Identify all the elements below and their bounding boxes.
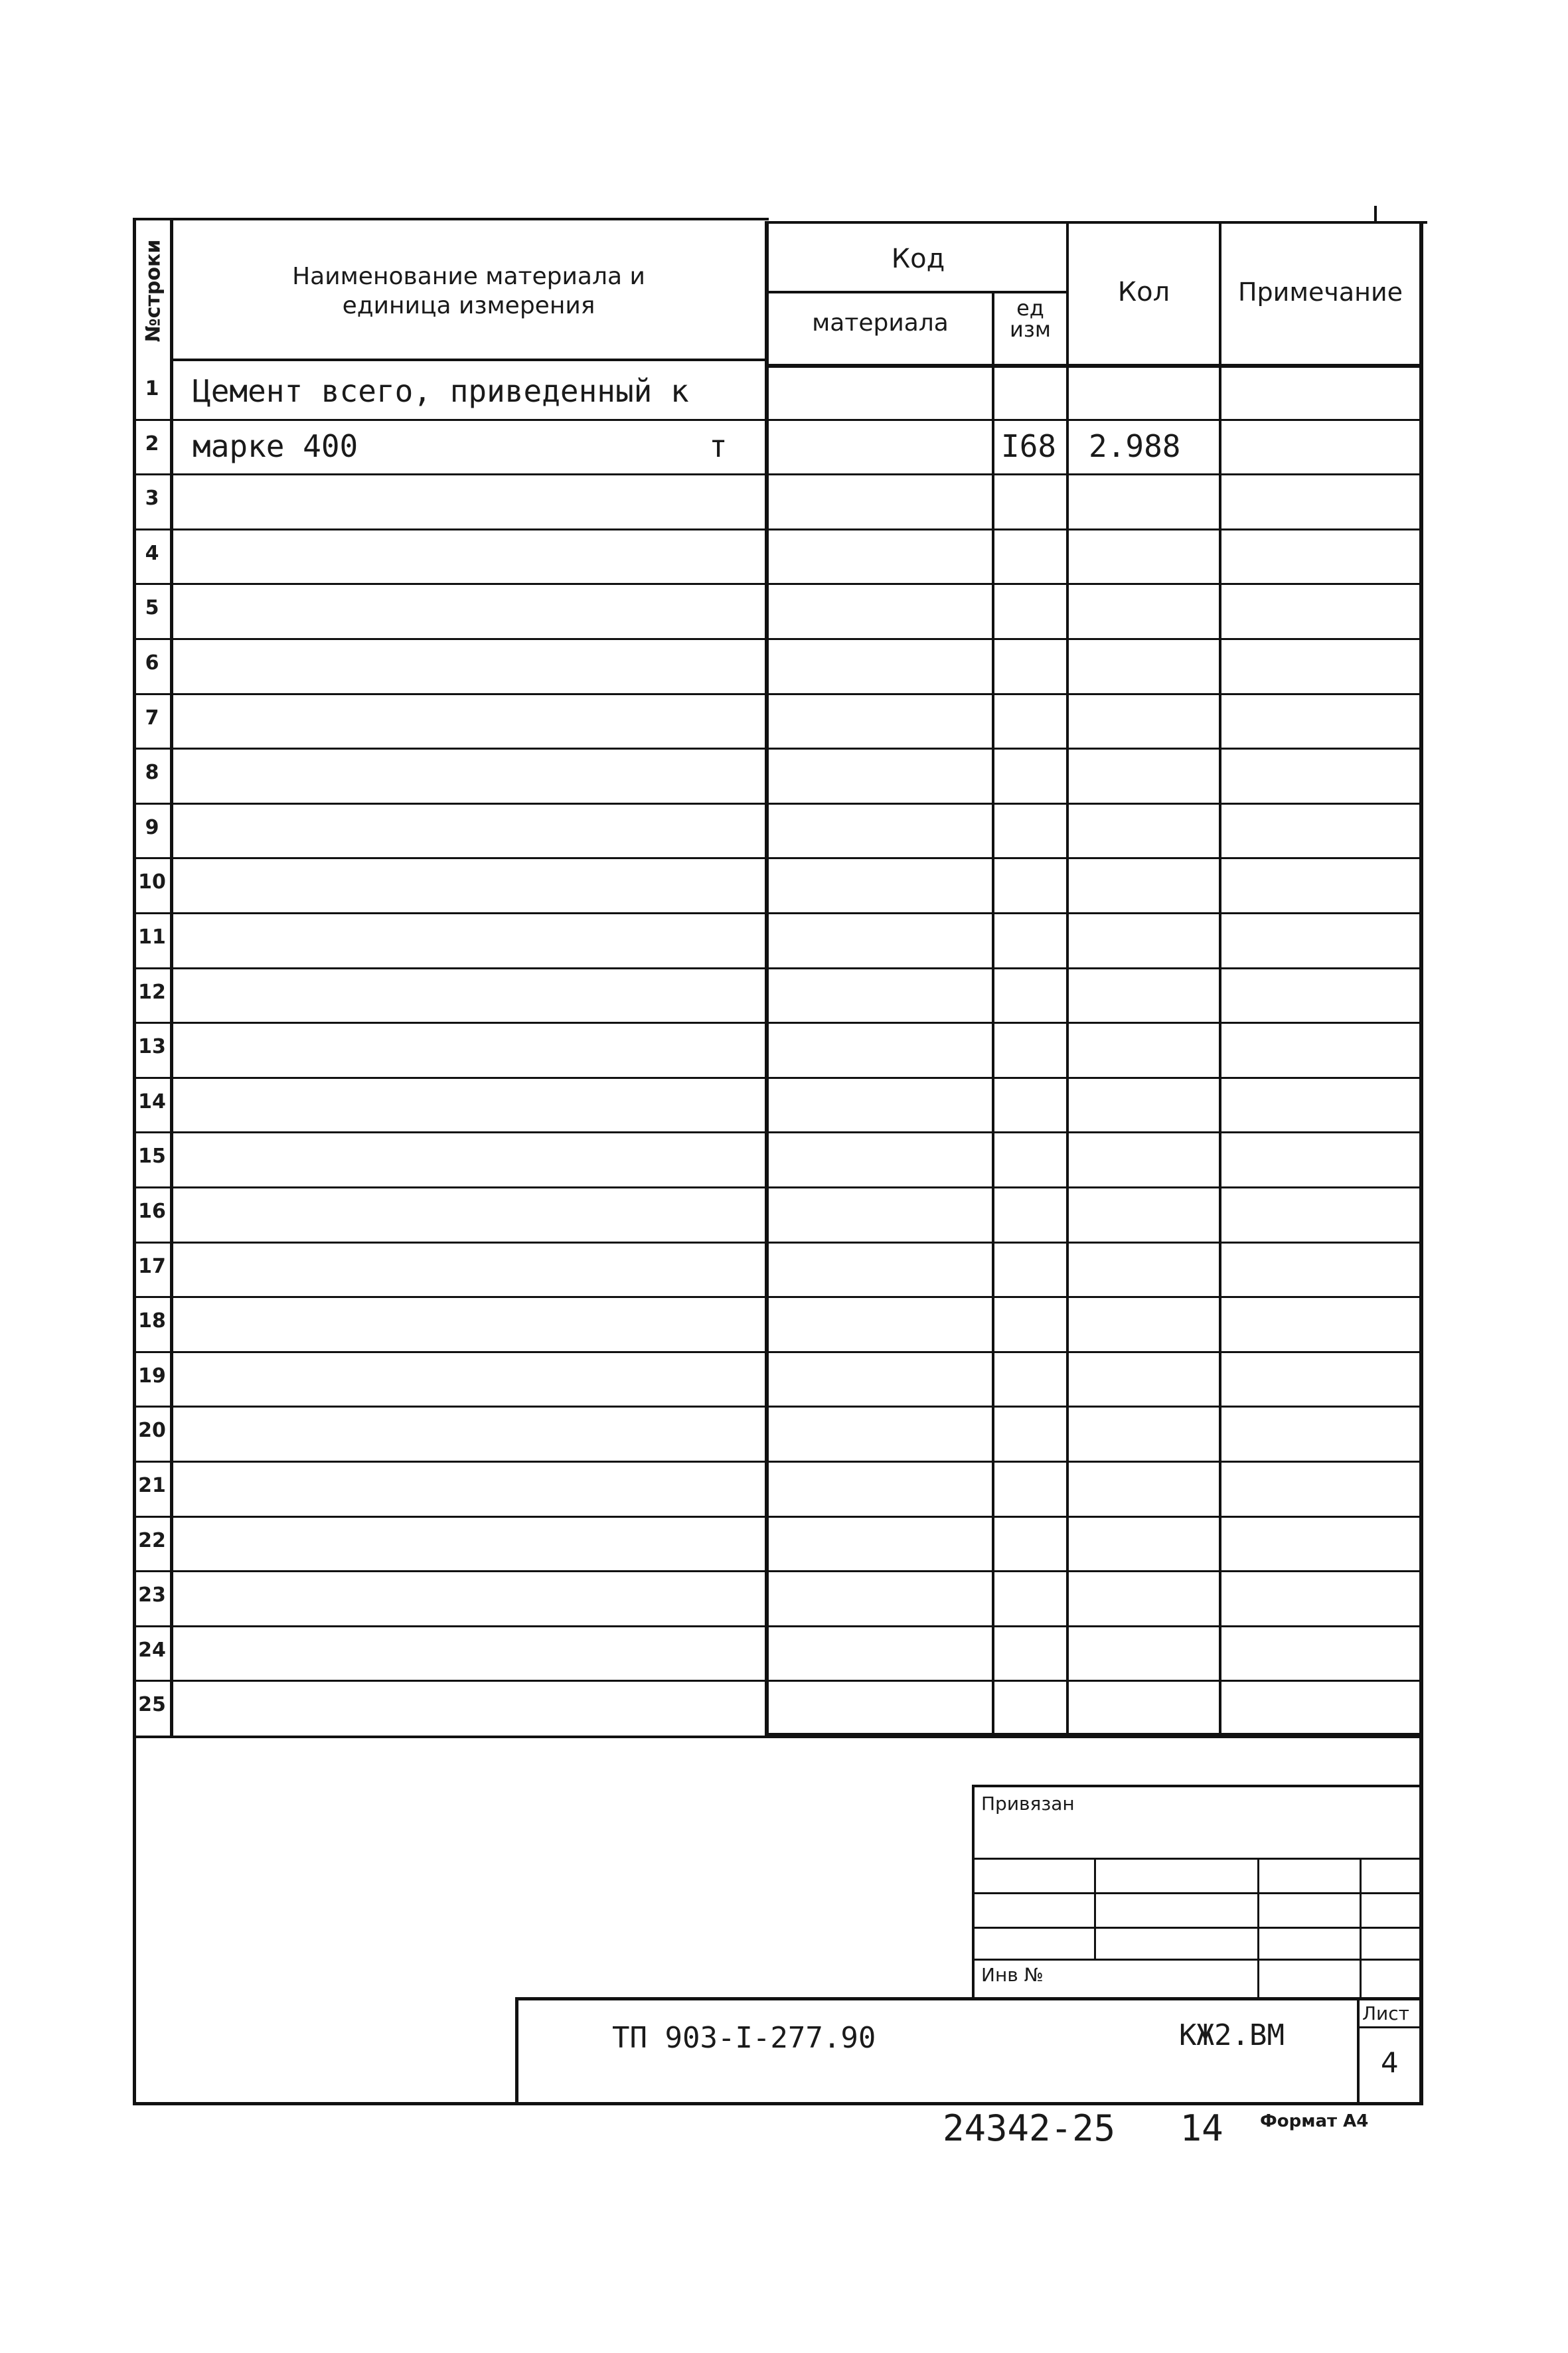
row-number: 7 [145, 706, 159, 730]
note-header: Примечание [1237, 278, 1403, 307]
table-row [0, 1186, 1568, 1242]
sheet-label: Лист [1362, 2002, 1409, 2024]
table-row [0, 693, 1568, 748]
table-row [0, 1461, 1568, 1516]
table-row [0, 1570, 1568, 1625]
row-number-header-text: №строки [141, 239, 165, 342]
table-row [0, 803, 1568, 858]
code-header: Код [891, 244, 945, 274]
row-number: 19 [138, 1364, 166, 1388]
table-row [0, 1296, 1568, 1351]
row-number: 11 [138, 926, 166, 949]
row-number: 25 [138, 1693, 166, 1716]
row-number: 17 [138, 1255, 166, 1278]
table-row [0, 1131, 1568, 1186]
table-row [0, 967, 1568, 1022]
table-row [0, 912, 1568, 967]
table-row [0, 1406, 1568, 1461]
row-name: марке 400 [193, 428, 358, 464]
row-number: 3 [145, 487, 159, 510]
row-number: 13 [138, 1035, 166, 1058]
row-number: 12 [138, 981, 166, 1004]
row-number: 8 [145, 761, 159, 784]
row-unit: т [709, 428, 728, 464]
format-label: Формат А4 [1260, 2111, 1369, 2131]
row-number: 22 [138, 1529, 166, 1552]
row-number: 9 [145, 816, 159, 839]
row-name: Цемент всего, приведенный к [193, 373, 689, 409]
row-number: 18 [138, 1309, 166, 1333]
row-number: 24 [138, 1639, 166, 1662]
table-row [0, 638, 1568, 693]
row-number: 21 [138, 1474, 166, 1497]
name-header [174, 262, 763, 321]
code-unit-header [994, 297, 1066, 340]
row-number: 5 [145, 596, 159, 619]
table-row [0, 1022, 1568, 1077]
doc-code: ТП 903-I-277.90 [612, 2021, 876, 2055]
table-row [0, 1516, 1568, 1571]
table-row [0, 748, 1568, 803]
row-qty: 2.988 [1089, 428, 1181, 464]
row-number: 15 [138, 1145, 166, 1168]
table-row [0, 419, 1568, 474]
handwritten-number: 24342-25 14 [943, 2107, 1223, 2149]
row-number: 10 [138, 870, 166, 894]
table-row [0, 857, 1568, 912]
table-row [0, 1242, 1568, 1297]
code-unit-header-line1: ед [1016, 295, 1044, 321]
row-number: 1 [145, 377, 159, 400]
row-number: 16 [138, 1200, 166, 1223]
code-unit-header-line2: изм [1010, 317, 1051, 342]
row-number: 23 [138, 1583, 166, 1607]
row-number: 2 [145, 432, 159, 455]
table-row [0, 1077, 1568, 1132]
name-header-line2: единица измерения [342, 292, 595, 319]
table-row [0, 1351, 1568, 1406]
row-number-header [136, 222, 171, 359]
table-row [0, 1680, 1568, 1735]
row-unit-code: I68 [1001, 428, 1057, 464]
privyazan-label: Привязан [981, 1793, 1075, 1815]
qty-header: Кол [1117, 277, 1170, 307]
name-header-line1: Наименование материала и [292, 263, 645, 290]
table-row [0, 528, 1568, 584]
row-number: 14 [138, 1090, 166, 1113]
table-row [0, 1625, 1568, 1680]
table-row [0, 583, 1568, 638]
row-number: 20 [138, 1419, 166, 1442]
code-material-header: материала [812, 309, 949, 337]
inv-no-label: Инв № [981, 1964, 1044, 1986]
sheet-number: 4 [1381, 2046, 1399, 2079]
table-row [0, 364, 1568, 419]
row-number: 6 [145, 651, 159, 675]
table-row [0, 473, 1568, 528]
row-number: 4 [145, 542, 159, 565]
doc-mark: КЖ2.ВМ [1179, 2018, 1285, 2052]
